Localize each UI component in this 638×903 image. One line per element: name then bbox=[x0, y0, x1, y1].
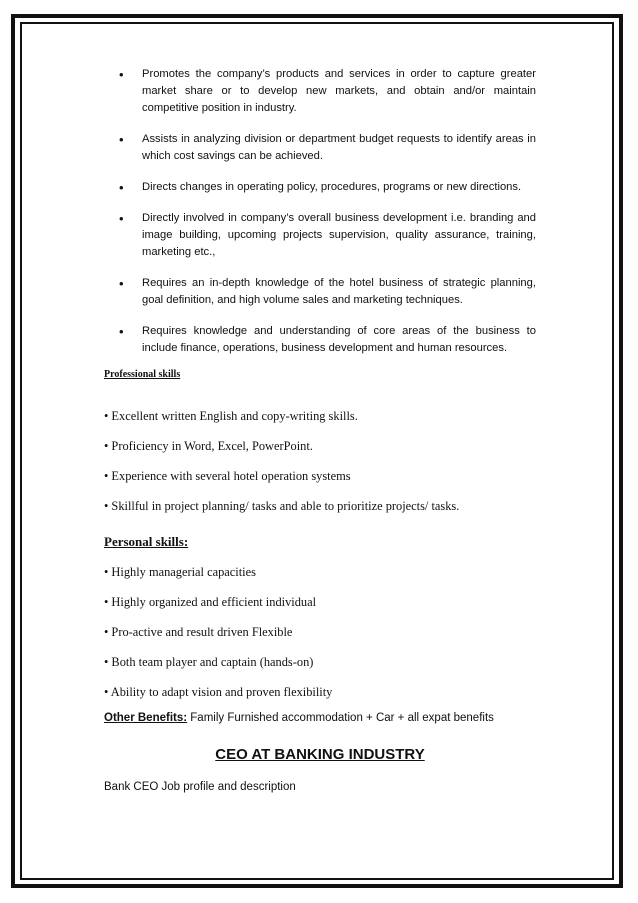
professional-skill-item: • Proficiency in Word, Excel, PowerPoint. bbox=[104, 439, 313, 453]
duty-item bbox=[104, 131, 536, 165]
section-subheading: Bank CEO Job profile and description bbox=[104, 781, 296, 793]
duty-item bbox=[104, 275, 536, 309]
duties-list bbox=[104, 66, 536, 357]
section-heading: CEO AT BANKING INDUSTRY bbox=[215, 746, 425, 763]
bullet-icon: • bbox=[119, 324, 124, 339]
duty-text: Directly involved in company’s overall business development i.e. branding and image building, upcoming projects supervision, quality assurance, training, marketing etc., bbox=[142, 212, 536, 258]
bullet-icon: • bbox=[119, 211, 124, 226]
other-benefits-text: Family Furnished accommodation + Car + all expat benefits bbox=[187, 712, 494, 724]
professional-skill-item: • Excellent written English and copy-writing skills. bbox=[104, 409, 358, 423]
duty-item bbox=[104, 179, 536, 196]
professional-skill-item: • Skillful in project planning/ tasks and able to prioritize projects/ tasks. bbox=[104, 499, 460, 513]
other-benefits bbox=[104, 710, 536, 726]
professional-skill-item: • Experience with several hotel operation systems bbox=[104, 469, 351, 483]
personal-skills-title: Personal skills: bbox=[104, 534, 189, 549]
duty-item bbox=[104, 210, 536, 261]
personal-skill-item: • Highly organized and efficient individual bbox=[104, 595, 317, 609]
duty-text: Requires knowledge and understanding of core areas of the business to include finance, operations, business development and human resources. bbox=[142, 325, 536, 354]
duty-item bbox=[104, 66, 536, 117]
duty-text: Requires an in-depth knowledge of the hotel business of strategic planning, goal definition, and high volume sales and marketing techniques. bbox=[142, 277, 536, 306]
other-benefits-label: Other Benefits: bbox=[104, 712, 188, 724]
duty-text: Directs changes in operating policy, procedures, programs or new directions. bbox=[142, 181, 522, 193]
document-content bbox=[104, 66, 536, 795]
duty-item bbox=[104, 323, 536, 357]
bullet-icon: • bbox=[119, 180, 124, 195]
bullet-icon: • bbox=[119, 67, 124, 82]
duty-text: Assists in analyzing division or department budget requests to identify areas in which cost savings can be achieved. bbox=[142, 133, 536, 162]
personal-skill-item: • Pro-active and result driven Flexible bbox=[104, 625, 293, 639]
bullet-icon: • bbox=[119, 132, 124, 147]
professional-skills-title: Professional skills bbox=[104, 369, 181, 380]
personal-skill-item: • Highly managerial capacities bbox=[104, 565, 256, 579]
duty-text: Promotes the company’s products and services in order to capture greater market share or to develop new markets, and obtain and/or maintain competitive position in industry. bbox=[142, 68, 536, 114]
personal-skill-item: • Ability to adapt vision and proven flexibility bbox=[104, 685, 333, 699]
bullet-icon: • bbox=[119, 276, 124, 291]
personal-skill-item: • Both team player and captain (hands-on) bbox=[104, 655, 314, 669]
